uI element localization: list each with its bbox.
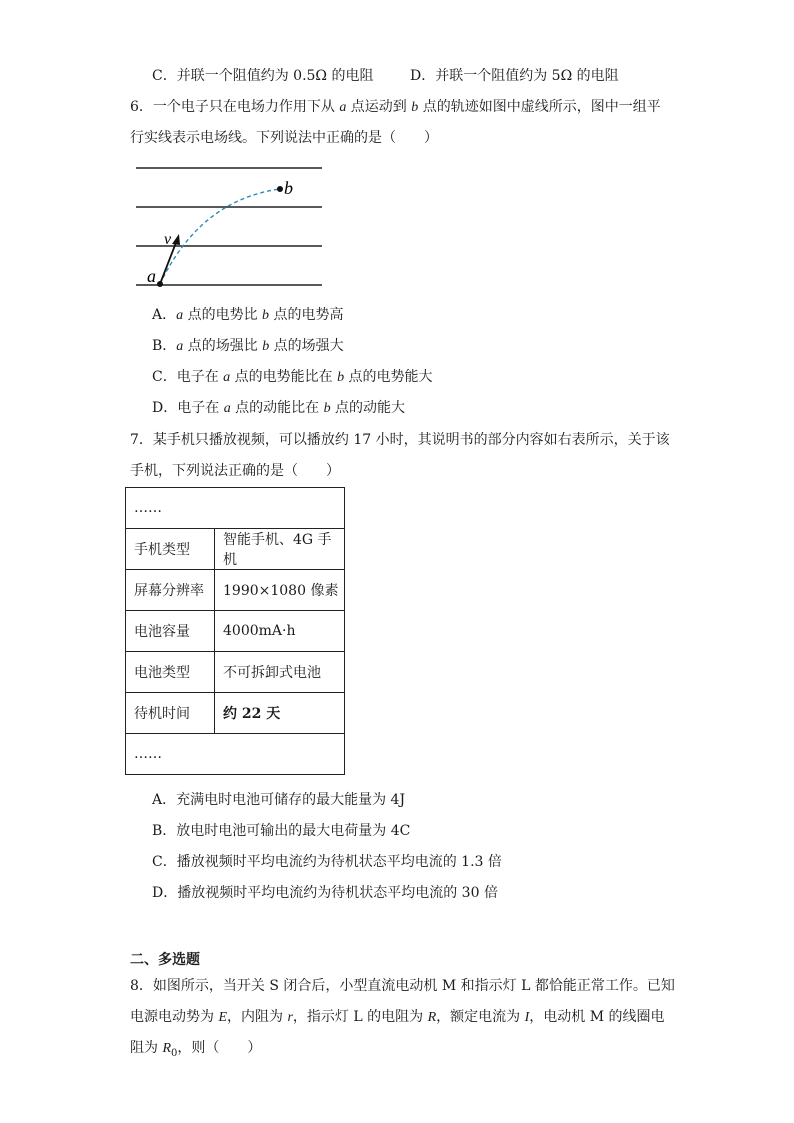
label-b: b <box>284 178 293 198</box>
spec-value: 不可拆卸式电池 <box>215 652 345 693</box>
point-a <box>157 281 163 287</box>
spec-key: 屏幕分辨率 <box>126 570 215 611</box>
q6-option-b: B．a 点的场强比 b 点的场强大 <box>152 338 344 354</box>
spec-value: 1990×1080 像素 <box>215 570 345 611</box>
table-row <box>126 652 345 693</box>
q7-stem-line1: 7．某手机只播放视频，可以播放约 17 小时，其说明书的部分内容如右表所示，关于该 <box>130 432 670 448</box>
table-row <box>126 570 345 611</box>
table-ellipsis-top: …… <box>126 488 345 529</box>
label-v: v <box>164 231 172 248</box>
point-b <box>277 186 283 192</box>
table-row <box>126 693 345 734</box>
section-title: 二、多选题 <box>130 952 200 968</box>
q8-stem-line2: 电源电动势为 E，内阻为 r，指示灯 L 的电阻为 R，额定电流为 I，电动机 M 的线圈电 <box>130 1009 665 1025</box>
table-row <box>126 611 345 652</box>
electric-field-figure <box>130 160 330 295</box>
spec-key: 待机时间 <box>126 693 215 734</box>
q8-stem-line1: 8．如图所示，当开关 S 闭合后，小型直流电动机 M 和指示灯 L 都恰能正常工作。已知 <box>130 978 675 994</box>
velocity-arrowhead <box>172 234 180 245</box>
q6-stem-line2: 行实线表示电场线。下列说法中正确的是（ ） <box>130 130 438 146</box>
spec-key: 电池类型 <box>126 652 215 693</box>
table-row <box>126 529 345 570</box>
q8-stem-line3: 阻为 $R_0$，则（ ） <box>130 1040 262 1059</box>
spec-value: 4000mA·h <box>215 611 345 652</box>
q6-stem-line1: 6．一个电子只在电场力作用下从 a 点运动到 b 点的轨迹如图中虚线所示，图中一组平 <box>130 99 661 115</box>
q6-option-d: D．电子在 a 点的动能比在 b 点的动能大 <box>152 400 406 416</box>
q7-stem-line2: 手机，下列说法正确的是（ ） <box>130 463 340 479</box>
spec-key: 电池容量 <box>126 611 215 652</box>
table-row <box>126 488 345 529</box>
q6-option-c: C．电子在 a 点的电势能比在 b 点的电势能大 <box>152 369 433 385</box>
table-row <box>126 734 345 775</box>
q7-option-d: D．播放视频时平均电流约为待机状态平均电流的 30 倍 <box>152 885 498 901</box>
q5-option-c: C．并联一个阻值约为 0.5Ω 的电阻 <box>152 68 374 84</box>
table-ellipsis-bottom: …… <box>126 734 345 775</box>
q7-option-a: A．充满电时电池可储存的最大能量为 4J <box>152 792 406 808</box>
q5-option-d: D．并联一个阻值约为 5Ω 的电阻 <box>410 68 619 84</box>
label-a: a <box>147 266 156 286</box>
spec-value: 智能手机、4G 手机 <box>215 529 345 570</box>
q7-option-c: C．播放视频时平均电流约为待机状态平均电流的 1.3 倍 <box>152 854 502 870</box>
q6-option-a: A．a 点的电势比 b 点的电势高 <box>152 307 344 323</box>
phone-spec-table <box>125 487 345 775</box>
q7-option-b: B．放电时电池可输出的最大电荷量为 4C <box>152 823 411 839</box>
spec-value: 约 22 天 <box>215 693 345 734</box>
spec-key: 手机类型 <box>126 529 215 570</box>
